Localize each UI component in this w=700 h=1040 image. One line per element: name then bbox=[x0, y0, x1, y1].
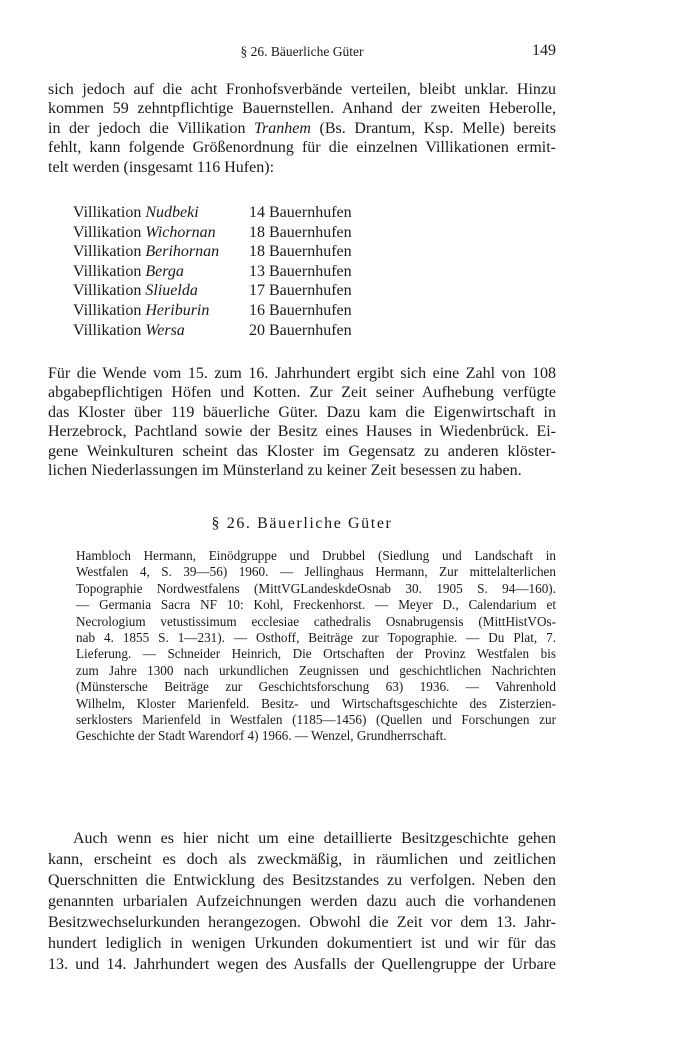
text-line-tranhem: in der jedoch die Villikation Tranhem (Bs. Drantum, Ksp. Melle) bereits bbox=[48, 119, 556, 137]
page-header bbox=[48, 42, 556, 64]
text-line: hundert lediglich in wenigen Urkunden dokumentiert ist und wir für das bbox=[48, 935, 556, 952]
paragraph-summary bbox=[48, 364, 556, 480]
villikation-name: Wersa bbox=[145, 321, 185, 339]
text-line: Querschnitten die Entwicklung des Besitzstandes zu verfolgen. Neben den bbox=[48, 872, 556, 889]
villikation-count: 13 Bauernhufen bbox=[249, 262, 352, 280]
villikation-row: Villikation Wichornan 18 Bauernhufen bbox=[73, 223, 352, 241]
text-line: Für die Wende vom 15. zum 16. Jahrhundert ergibt sich eine Zahl von 108 bbox=[48, 365, 556, 382]
villikation-row: Villikation Heriburin 16 Bauernhufen bbox=[73, 301, 352, 319]
bibliography-line: Lieferung. — Schneider Heinrich, Die Ortschaften der Provinz Westfalen bis bbox=[76, 646, 556, 662]
villikation-table bbox=[73, 203, 352, 340]
italic-place-name: Tranhem bbox=[254, 119, 311, 137]
page-number: 149 bbox=[532, 42, 556, 59]
bibliography-line: Necrologium vetustissimum ecclesiae cathedralis Osnabrugensis (MittHistVOs- bbox=[76, 613, 556, 629]
bibliography-line: Hambloch Hermann, Einödgruppe und Drubbel (Siedlung und Landschaft in bbox=[76, 548, 556, 563]
villikation-row: Villikation Nudbeki 14 Bauernhufen bbox=[73, 204, 352, 221]
villikation-count: 17 Bauernhufen bbox=[249, 282, 352, 300]
bibliography-line: Wilhelm, Kloster Marienfeld. Besitz- und Wirtschaftsgeschichte des Zisterzien- bbox=[76, 695, 556, 711]
text-line: telt werden (insgesamt 116 Hufen): bbox=[48, 158, 275, 176]
bibliography-line: zum Jahre 1300 nach urkundlichen Zeugnissen und geschichtlichen Nachrichten bbox=[76, 662, 556, 678]
section-heading: § 26. Bäuerliche Güter bbox=[211, 515, 393, 532]
text-line: 13. und 14. Jahrhundert wegen des Ausfalls der Quellengruppe der Urbare bbox=[48, 956, 556, 973]
text-line: Besitzwechselurkunden herangezogen. Obwohl die Zeit vor dem 13. Jahr- bbox=[48, 914, 556, 931]
text-line: kann, erscheint es doch als zweckmäßig, in räumlichen und zeitlichen bbox=[48, 851, 556, 868]
bibliography-line: Geschichte der Stadt Warendorf 4) 1966. — Wenzel, Grundherrschaft. bbox=[76, 728, 447, 744]
text-line: Auch wenn es hier nicht um eine detaillierte Besitzgeschichte gehen bbox=[73, 830, 556, 847]
villikation-name: Wichornan bbox=[145, 223, 216, 241]
bibliography-line: Westfalen 4, S. 39—56) 1960. — Jellinghaus Hermann, Zur mittelalterlichen bbox=[76, 564, 556, 580]
text-line: abgabepflichtigen Höfen und Kotten. Zur Zeit seiner Aufhebung verfügte bbox=[48, 384, 556, 402]
villikation-name: Nudbeki bbox=[145, 204, 199, 221]
bibliography-line: (Münstersche Beiträge zur Geschichtsforschung 63) 1936. — Vahrenhold bbox=[76, 679, 556, 695]
bibliography-line: Topographie Nordwestfalens (MittVGLandeskdeOsnab 30. 1905 S. 94—160). bbox=[76, 580, 556, 596]
bibliography-line: serklosters Marienfeld in Westfalen (1185—1456) (Quellen und Forschungen zur bbox=[76, 712, 556, 728]
text-line: fehlt, kann folgende Größenordnung für die einzelnen Villikationen ermit- bbox=[48, 139, 556, 157]
villikation-row: Villikation Berga 13 Bauernhufen bbox=[73, 262, 352, 280]
running-head: § 26. Bäuerliche Güter bbox=[240, 44, 364, 59]
villikation-count: 16 Bauernhufen bbox=[249, 301, 352, 319]
text-line: lichen Niederlassungen im Münsterland zu keiner Zeit besessen zu haben. bbox=[48, 462, 522, 480]
villikation-name: Heriburin bbox=[145, 301, 210, 319]
bibliography-block bbox=[76, 548, 556, 745]
bibliography-line: nab 4. 1855 S. 1—231). — Osthoff, Beiträge zur Topographie. — Du Plat, 7. bbox=[76, 630, 556, 646]
villikation-name: Sliuelda bbox=[145, 282, 198, 300]
text-line: genannten urbarialen Aufzeichnungen werden dazu auch die vorhandenen bbox=[48, 893, 556, 910]
text-line: sich jedoch auf die acht Fronhofsverbände verteilen, bleibt unklar. Hinzu bbox=[48, 81, 556, 98]
text-line: gene Weinkulturen scheint das Kloster im Gegensatz zu anderen klöster- bbox=[48, 442, 556, 460]
villikation-count: 18 Bauernhufen bbox=[249, 223, 352, 241]
villikation-row: Villikation Wersa 20 Bauernhufen bbox=[73, 321, 352, 339]
paragraph-intro bbox=[48, 80, 556, 177]
text-line: das Kloster über 119 bäuerliche Güter. Dazu kam die Eigenwirtschaft in bbox=[48, 403, 556, 421]
villikation-count: 20 Bauernhufen bbox=[249, 321, 352, 339]
villikation-name: Berga bbox=[145, 262, 184, 280]
villikation-count: 14 Bauernhufen bbox=[249, 204, 352, 221]
text-line: Herzebrock, Pachtland sowie der Besitz eines Hauses in Wiedenbrück. Ei- bbox=[48, 423, 556, 441]
villikation-row: Villikation Berihornan 18 Bauernhufen bbox=[73, 243, 352, 261]
villikation-name: Berihornan bbox=[145, 243, 220, 261]
paragraph-body bbox=[48, 828, 556, 975]
bibliography-line: — Germania Sacra NF 10: Kohl, Freckenhorst. — Meyer D., Calendarium et bbox=[76, 597, 556, 613]
villikation-row: Villikation Sliuelda 17 Bauernhufen bbox=[73, 282, 352, 300]
villikation-count: 18 Bauernhufen bbox=[249, 243, 352, 261]
text-line: kommen 59 zehntpflichtige Bauernstellen. Anhand der zweiten Heberolle, bbox=[48, 100, 556, 118]
